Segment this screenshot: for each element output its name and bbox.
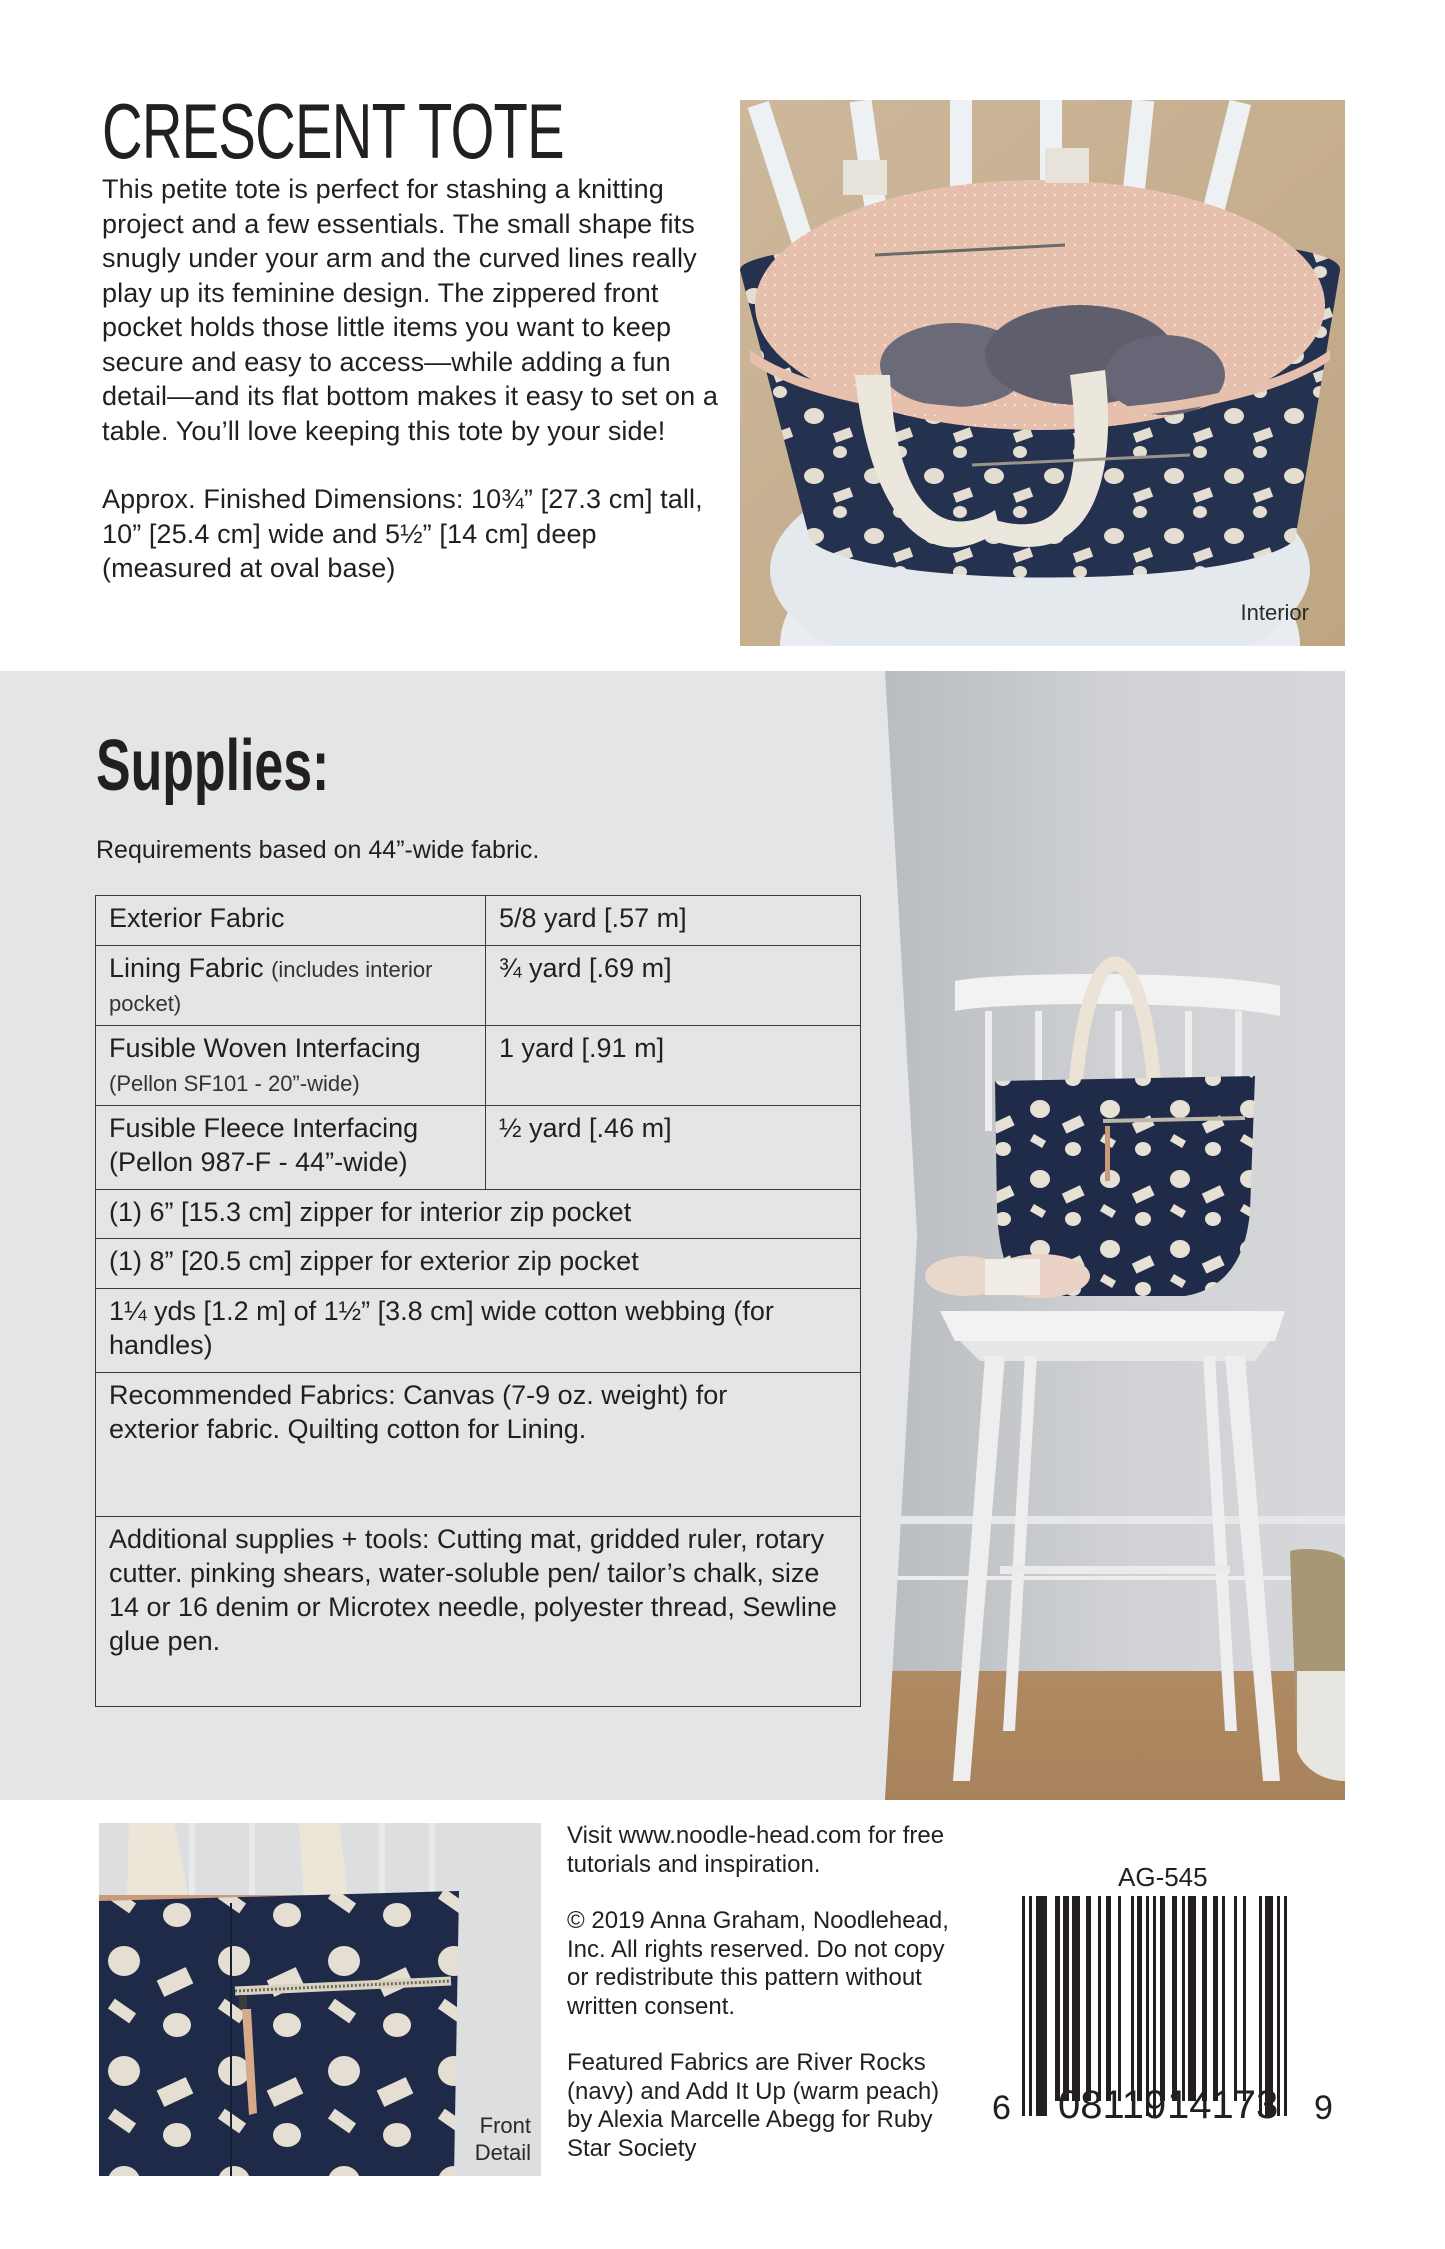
table-row — [96, 1373, 861, 1517]
intro-block — [102, 172, 727, 586]
supply-amount: 1 yard [.91 m] — [486, 1026, 861, 1106]
copyright-note: © 2019 Anna Graham, Noodlehead, Inc. All rights reserved. Do not copy or redistribute this pattern without written consent. — [567, 1907, 949, 2020]
finished-dimensions: Approx. Finished Dimensions: 10¾” [27.3 cm] tall, 10” [25.4 cm] wide and 5½” [14 cm] deep (measured at oval base) — [102, 484, 703, 583]
front-detail-caption: Front Detail — [474, 2113, 531, 2165]
supply-amount: ¾ yard [.69 m] — [486, 946, 861, 1026]
table-row — [96, 1106, 861, 1190]
interior-photo-illustration — [740, 100, 1345, 646]
featured-fabrics-note: Featured Fabrics are River Rocks (navy) and Add It Up (warm peach) by Alexia Marcelle Abegg for Ruby Star Society — [567, 2049, 940, 2162]
interior-caption: Interior — [1240, 600, 1309, 625]
barcode-digit-right: 9 — [1314, 2089, 1333, 2127]
table-row — [96, 896, 861, 946]
table-row — [96, 1289, 861, 1373]
supply-amount: ½ yard [.46 m] — [486, 1106, 861, 1190]
barcode-group-right: 14173 — [1167, 2083, 1279, 2127]
supply-item: Lining Fabric (includes interior pocket) — [96, 946, 486, 1026]
supply-line: 1¼ yds [1.2 m] of 1½” [3.8 cm] wide cotton webbing (for handles) — [96, 1289, 861, 1373]
supplies-table — [95, 895, 861, 1707]
chair-photo — [885, 671, 1345, 1800]
table-row — [96, 1026, 861, 1106]
table-row — [96, 1239, 861, 1289]
supply-item: Exterior Fabric — [96, 896, 486, 946]
additional-supplies: Additional supplies + tools: Cutting mat, gridded ruler, rotary cutter. pinking shears, water-soluble pen/ tailor’s chalk, size 14 or 16 denim or Microtex needle, polyester thread, Sewline glue pen. — [96, 1517, 861, 1707]
supply-item: Fusible Fleece Interfacing (Pellon 987-F - 44”-wide) — [96, 1106, 486, 1190]
table-row — [96, 946, 861, 1026]
pattern-title: CRESCENT TOTE — [102, 87, 564, 175]
requirements-note: Requirements based on 44”-wide fabric. — [96, 836, 540, 864]
supply-item-note: (Pellon 987-F - 44”-wide) — [109, 1147, 408, 1177]
supply-line: (1) 8” [20.5 cm] zipper for exterior zip pocket — [96, 1239, 861, 1289]
barcode-group-left: 08119 — [1058, 2083, 1167, 2127]
front-detail-photo — [99, 1823, 541, 2176]
table-row — [96, 1190, 861, 1239]
pattern-sku: AG-545 — [1118, 1862, 1208, 1892]
chair-photo-illustration — [885, 671, 1345, 1800]
recommended-fabrics: Recommended Fabrics: Canvas (7-9 oz. weight) for exterior fabric. Quilting cotton for Lining. — [96, 1373, 861, 1517]
intro-paragraph: This petite tote is perfect for stashing a knitting project and a few essentials. The small shape fits snugly under your arm and the curved lines really play up its feminine design. The zippered front pocket holds those little items you want to keep secure and easy to access—while adding a fun detail—and its flat bottom makes it easy to set on a table. You’ll love keeping this tote by your side! — [102, 174, 719, 446]
supply-line: (1) 6” [15.3 cm] zipper for interior zip pocket — [96, 1190, 861, 1239]
supply-amount: 5/8 yard [.57 m] — [486, 896, 861, 946]
supply-item-note: (includes interior pocket) — [109, 957, 433, 1016]
interior-photo — [740, 100, 1345, 646]
supplies-heading: Supplies: — [96, 726, 330, 806]
supply-item-note: (Pellon SF101 - 20”-wide) — [109, 1071, 360, 1096]
supply-item: Fusible Woven Interfacing (Pellon SF101 - 20”-wide) — [96, 1026, 486, 1106]
website-note: Visit www.noodle-head.com for free tutorials and inspiration. — [567, 1822, 945, 1878]
upc-barcode — [992, 1896, 1333, 2146]
footer-text — [567, 1822, 967, 2163]
table-row — [96, 1517, 861, 1707]
barcode-digit-left: 6 — [992, 2089, 1011, 2127]
